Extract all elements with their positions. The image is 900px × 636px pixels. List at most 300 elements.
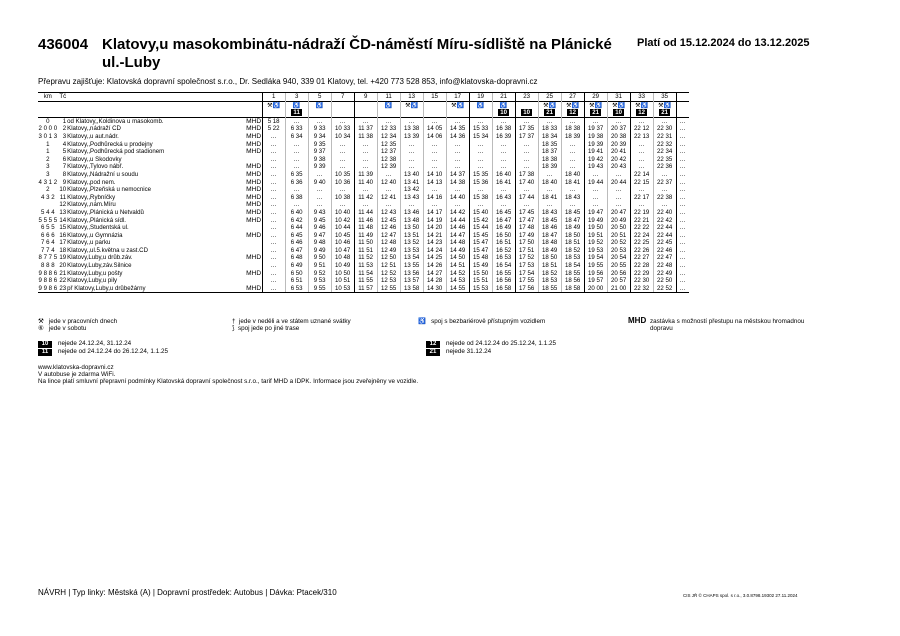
trip-symbols: ⚒♿	[446, 101, 469, 109]
stop-name: Klatovy,Luby,u pily	[67, 277, 118, 285]
validity-period: Platí od 15.12.2024 do 13.12.2025	[637, 37, 810, 49]
stop-tc: 20	[59, 262, 67, 270]
stop-km: 2	[46, 155, 50, 163]
blank-col	[676, 109, 689, 117]
departure-time: 10 50	[331, 270, 354, 278]
mhd-marker: MHD	[246, 208, 262, 216]
departure-time: 10 47	[331, 247, 354, 255]
departure-time: 10 49	[331, 262, 354, 270]
mhd-marker: MHD	[246, 148, 262, 156]
departure-time: …	[262, 232, 285, 240]
departure-time: …	[400, 163, 423, 171]
blank-col: …	[676, 209, 689, 217]
stop-name: Klatovy,,Plánická sídl.	[67, 216, 126, 224]
departure-time: …	[515, 148, 538, 156]
trip-number: 19	[469, 93, 492, 102]
badge-row	[38, 109, 689, 117]
departure-time: 16 54	[492, 262, 515, 270]
table-row	[38, 224, 689, 232]
departure-time: 17 51	[515, 247, 538, 255]
trip-badge: 10	[500, 109, 508, 117]
blank	[58, 109, 67, 117]
stop-km: 9 8 8 6	[38, 277, 58, 285]
departure-time: …	[561, 201, 584, 209]
trip-symbols: ⚒♿	[653, 101, 676, 109]
blank-col: …	[676, 201, 689, 209]
stop-tc: 11	[59, 193, 67, 201]
table-row	[38, 254, 689, 262]
blank	[38, 101, 58, 109]
departure-time: 15 47	[469, 239, 492, 247]
stop-km: 6 6 6	[41, 231, 55, 239]
departure-time: 19 38	[584, 133, 607, 141]
departure-time: …	[561, 156, 584, 164]
departure-time: 20 54	[607, 254, 630, 262]
trip-badge: 12	[638, 109, 646, 117]
trip-badge-cell	[538, 109, 561, 117]
departure-time: …	[561, 186, 584, 194]
blank	[58, 101, 67, 109]
legend-sunday: jede v neděli a ve státem uznané svátky	[239, 318, 351, 325]
stop-name: od Klatovy,,Koldinova u masokomb.	[67, 117, 164, 125]
departure-time: …	[630, 186, 653, 194]
departure-time: 22 50	[653, 277, 676, 285]
departure-time: 18 54	[561, 262, 584, 270]
trip-number: 33	[630, 93, 653, 102]
departure-time: 22 35	[653, 156, 676, 164]
stop-km: 4 3 2	[41, 193, 55, 201]
departure-time: …	[262, 171, 285, 179]
departure-time: 5 18	[262, 117, 285, 125]
stop-km: 8 7 7 5	[38, 254, 58, 262]
departure-time: 17 56	[515, 285, 538, 293]
departure-time: 11 52	[354, 254, 377, 262]
departure-time: …	[354, 201, 377, 209]
departure-time: 13 38	[400, 125, 423, 133]
departure-time: 20 53	[607, 247, 630, 255]
departure-time: 15 45	[469, 232, 492, 240]
mhd-marker: MHD	[246, 193, 262, 201]
departure-time: …	[423, 156, 446, 164]
departure-time: …	[584, 201, 607, 209]
legend-mhd-text: zastávka s možností přestupu na městskou hromadnou dopravu	[650, 318, 805, 333]
departure-time: …	[262, 186, 285, 194]
stop-tc: 7	[62, 163, 67, 171]
trip-symbols: ⚒♿	[584, 101, 607, 109]
trip-number: 21	[492, 93, 515, 102]
departure-time: 6 42	[285, 217, 308, 225]
departure-time: 14 26	[423, 262, 446, 270]
trip-badge: 12	[569, 109, 577, 117]
mhd-marker: MHD	[246, 201, 262, 209]
departure-time: …	[308, 201, 331, 209]
departure-time: 18 34	[538, 133, 561, 141]
departure-time: …	[377, 171, 400, 179]
departure-time: …	[469, 117, 492, 125]
departure-time: 9 47	[308, 232, 331, 240]
blank-col: …	[676, 285, 689, 293]
departure-time: 6 38	[285, 194, 308, 202]
departure-time: …	[262, 217, 285, 225]
departure-time: 18 33	[538, 125, 561, 133]
departure-time: 22 22	[630, 224, 653, 232]
departure-time: …	[400, 201, 423, 209]
departure-time: 22 13	[630, 133, 653, 141]
stop-name: Klatovy,,Plzeňská u nemocnice	[67, 186, 152, 194]
departure-time: 6 34	[285, 133, 308, 141]
departure-time: 6 33	[285, 125, 308, 133]
mhd-marker: MHD	[246, 269, 262, 277]
departure-time: 14 47	[446, 232, 469, 240]
departure-time: …	[607, 117, 630, 125]
stop-tc: 10	[59, 186, 67, 194]
mhd-marker: MHD	[246, 178, 262, 186]
departure-time: …	[492, 186, 515, 194]
departure-time: 20 50	[607, 224, 630, 232]
departure-time: …	[400, 156, 423, 164]
departure-time: 14 20	[423, 224, 446, 232]
departure-time: 17 37	[515, 133, 538, 141]
departure-time: …	[262, 224, 285, 232]
departure-time: 6 48	[285, 254, 308, 262]
departure-time: 11 42	[354, 194, 377, 202]
departure-time: …	[354, 156, 377, 164]
mhd-marker: MHD	[246, 163, 262, 171]
departure-time: 14 49	[446, 247, 469, 255]
stop-km: 5 5 5 5	[38, 216, 58, 224]
departure-time: …	[607, 171, 630, 179]
table-row	[38, 194, 689, 202]
departure-time: 9 49	[308, 247, 331, 255]
departure-time: 11 40	[354, 179, 377, 187]
trip-symbols	[354, 101, 377, 109]
stop-cell	[67, 163, 263, 171]
departure-time: 13 57	[400, 277, 423, 285]
departure-time: 22 38	[653, 194, 676, 202]
departure-time: 16 51	[492, 239, 515, 247]
stop-name: Klatovy,,Podhůrecká pod stadionem	[67, 148, 165, 156]
departure-time: 15 50	[469, 270, 492, 278]
blank-col: …	[676, 148, 689, 156]
departure-time: …	[423, 201, 446, 209]
note-text: nejede od 24.12.24 do 26.12.24, 1.1.25	[58, 348, 168, 355]
stop-tc: 13	[59, 208, 67, 216]
departure-time: 15 40	[469, 209, 492, 217]
departure-time: 11 46	[354, 217, 377, 225]
trip-badge: 21	[661, 109, 669, 117]
note-text: nejede 24.12.24, 31.12.24	[58, 340, 132, 347]
departure-time: …	[262, 156, 285, 164]
trip-symbols: ⚒♿	[561, 101, 584, 109]
blank-col: …	[676, 232, 689, 240]
table-row	[38, 141, 689, 149]
note-text: nejede od 24.12.24 do 25.12.24, 1.1.25	[446, 340, 556, 347]
departure-time: 16 47	[492, 217, 515, 225]
mhd-marker: MHD	[246, 254, 262, 262]
departure-time: 16 52	[492, 247, 515, 255]
departure-time: 18 51	[561, 239, 584, 247]
departure-time: 10 53	[331, 285, 354, 293]
trip-symbols	[515, 101, 538, 109]
departure-time: 17 38	[515, 171, 538, 179]
departure-time: …	[607, 194, 630, 202]
stop-km: 4 3 1 2	[38, 178, 58, 186]
blank-col: …	[676, 133, 689, 141]
departure-time: 22 29	[630, 270, 653, 278]
blank	[38, 109, 58, 117]
departure-time: 13 43	[400, 194, 423, 202]
departure-time: 20 38	[607, 133, 630, 141]
blank-col: …	[676, 277, 689, 285]
stop-km: 3 0 1 3	[38, 132, 58, 140]
stop-cell	[67, 217, 263, 225]
website-link[interactable]: www.klatovska-dopravni.cz	[38, 364, 114, 371]
trip-symbols: ♿	[308, 101, 331, 109]
stop-km: 0	[38, 117, 58, 125]
departure-time: 14 37	[446, 171, 469, 179]
trip-badge: 21	[546, 109, 554, 117]
departure-time: 18 43	[561, 194, 584, 202]
blank-col: …	[676, 163, 689, 171]
table-row	[38, 209, 689, 217]
departure-time: 6 35	[285, 171, 308, 179]
departure-time: 12 47	[377, 232, 400, 240]
table-row	[38, 133, 689, 141]
departure-time: 19 42	[584, 156, 607, 164]
departure-time: 13 55	[400, 262, 423, 270]
departure-time: 22 30	[630, 277, 653, 285]
departure-time: 12 55	[377, 285, 400, 293]
blank-col: …	[676, 156, 689, 164]
stop-km: 7 6 4	[41, 239, 55, 247]
stop-km: 1	[46, 140, 50, 148]
departure-time: …	[331, 148, 354, 156]
departure-time: …	[446, 117, 469, 125]
departure-time: …	[630, 148, 653, 156]
table-row	[38, 179, 689, 187]
stop-name: Klatovy,,Nádražní u soudu	[67, 170, 139, 178]
blank-col: …	[676, 262, 689, 270]
departure-time: 16 58	[492, 285, 515, 293]
stop-cell	[67, 201, 263, 209]
departure-time: …	[515, 117, 538, 125]
departure-time: 18 49	[538, 247, 561, 255]
departure-time: 14 25	[423, 254, 446, 262]
table-row	[38, 262, 689, 270]
departure-time: …	[469, 148, 492, 156]
departure-time: 18 50	[561, 232, 584, 240]
departure-time: 13 54	[400, 254, 423, 262]
departure-time: 17 49	[515, 232, 538, 240]
stop-cell	[67, 125, 263, 133]
note-code: 21	[426, 349, 440, 356]
departure-time: 14 17	[423, 209, 446, 217]
departure-time: …	[285, 201, 308, 209]
departure-time: 10 34	[331, 133, 354, 141]
stop-km: 1	[46, 148, 50, 156]
departure-time: …	[584, 117, 607, 125]
departure-time: …	[262, 179, 285, 187]
legend-saturday: jede v sobotu	[48, 325, 87, 332]
departure-time: 18 40	[538, 179, 561, 187]
departure-time: 22 32	[653, 141, 676, 149]
wifi-note: V autobuse je zdarma WiFi.	[38, 371, 116, 378]
blank-col: …	[676, 239, 689, 247]
stop-tc: 9	[62, 178, 67, 186]
departure-time: …	[262, 194, 285, 202]
route-title: Klatovy,u masokombinátu-nádraží ČD-náměstí Míru-sídliště na Plánické ul.-Luby	[102, 36, 612, 71]
departure-time: 13 52	[400, 239, 423, 247]
departure-time: …	[308, 117, 331, 125]
departure-time: …	[446, 156, 469, 164]
departure-time: …	[607, 201, 630, 209]
departure-time: 18 58	[561, 285, 584, 293]
blank-col: …	[676, 141, 689, 149]
departure-time: 9 34	[308, 133, 331, 141]
stop-cell	[67, 254, 263, 262]
departure-time: 9 40	[308, 179, 331, 187]
departure-time: 16 39	[492, 133, 515, 141]
trip-symbols: ⚒♿	[262, 101, 285, 109]
stop-km: 3	[46, 163, 50, 171]
departure-time: 14 42	[446, 209, 469, 217]
trip-number: 31	[607, 93, 630, 102]
departure-time: 22 12	[630, 125, 653, 133]
stop-cell	[67, 179, 263, 187]
departure-time: 16 38	[492, 125, 515, 133]
departure-time: 14 21	[423, 232, 446, 240]
trip-badge: 11	[293, 109, 300, 117]
departure-time: 10 38	[331, 194, 354, 202]
trip-badge-cell	[285, 109, 308, 117]
departure-time: 10 45	[331, 232, 354, 240]
departure-time: 15 49	[469, 262, 492, 270]
departure-time: 22 44	[653, 224, 676, 232]
departure-time: 22 34	[653, 148, 676, 156]
departure-time: …	[354, 117, 377, 125]
tariff-note: Na lince platí smluvní přepravní podmínky Klatovská dopravní společnost s.r.o., tarif MHD a IDPK. Informace jsou zveřejněny ve vozidle.	[38, 378, 419, 385]
departure-time: 10 33	[331, 125, 354, 133]
departure-time: …	[423, 148, 446, 156]
departure-time: 22 46	[653, 247, 676, 255]
departure-time: 16 43	[492, 194, 515, 202]
departure-time: …	[492, 156, 515, 164]
blank-col	[676, 93, 689, 102]
stop-km: 9 9 8 6	[38, 284, 58, 292]
trip-symbols: ⚒♿	[630, 101, 653, 109]
blank-col: …	[676, 125, 689, 133]
departure-time: …	[653, 117, 676, 125]
departure-time: 22 25	[630, 239, 653, 247]
departure-time: 10 46	[331, 239, 354, 247]
departure-time: …	[331, 156, 354, 164]
departure-time: …	[262, 133, 285, 141]
departure-time: 11 57	[354, 285, 377, 293]
departure-time: 10 44	[331, 224, 354, 232]
stop-tc: 14	[59, 216, 67, 224]
departure-time: 20 56	[607, 270, 630, 278]
departure-time: 18 45	[538, 217, 561, 225]
departure-time: 18 46	[538, 224, 561, 232]
departure-time: 9 33	[308, 125, 331, 133]
stop-name: Klatovy,Luby,u drůb.záv.	[67, 254, 133, 262]
departure-time: …	[653, 171, 676, 179]
departure-time: …	[308, 186, 331, 194]
departure-time: 14 28	[423, 277, 446, 285]
departure-time: 20 00	[584, 285, 607, 293]
departure-time: 14 06	[423, 133, 446, 141]
departure-time: 22 47	[653, 254, 676, 262]
departure-time: …	[354, 141, 377, 149]
blank-col: …	[676, 247, 689, 255]
departure-time: 12 46	[377, 224, 400, 232]
departure-time: …	[584, 186, 607, 194]
departure-time: …	[469, 156, 492, 164]
trip-symbols: ⚒♿	[607, 101, 630, 109]
departure-time: 18 48	[538, 239, 561, 247]
departure-time: 14 46	[446, 224, 469, 232]
trip-badge-cell	[423, 109, 446, 117]
departure-time: …	[262, 148, 285, 156]
stop-tc: 23	[59, 284, 67, 292]
table-row	[38, 163, 689, 171]
departure-time: …	[515, 201, 538, 209]
departure-time: 22 48	[653, 262, 676, 270]
departure-time: 9 55	[308, 285, 331, 293]
departure-time: …	[653, 201, 676, 209]
trip-number: 15	[423, 93, 446, 102]
departure-time: 14 52	[446, 270, 469, 278]
departure-time: 12 39	[377, 163, 400, 171]
departure-time: 18 49	[561, 224, 584, 232]
departure-time: 9 50	[308, 254, 331, 262]
departure-time: …	[492, 141, 515, 149]
departure-time: 22 27	[630, 254, 653, 262]
departure-time: 19 52	[584, 239, 607, 247]
stop-cell	[67, 209, 263, 217]
stop-cell	[67, 171, 263, 179]
departure-time: …	[446, 148, 469, 156]
departure-time: …	[492, 163, 515, 171]
trip-symbols: ⚒♿	[538, 101, 561, 109]
blank	[67, 101, 263, 109]
departure-time: 13 40	[400, 171, 423, 179]
stop-km: 2 0 0 0	[38, 125, 58, 133]
departure-time: 11 54	[354, 270, 377, 278]
stop-cell	[67, 270, 263, 278]
stop-name: Klatovy,,Podhůrecká u prodejny	[67, 140, 153, 148]
trip-symbols: ♿	[492, 101, 515, 109]
departure-time: 17 50	[515, 239, 538, 247]
stop-cell	[67, 277, 263, 285]
stop-km	[38, 201, 58, 209]
departure-time: 6 45	[285, 232, 308, 240]
stop-km: 3	[46, 170, 50, 178]
departure-time: 11 48	[354, 224, 377, 232]
departure-time: 19 47	[584, 209, 607, 217]
departure-time: 18 45	[561, 209, 584, 217]
departure-time: 6 50	[285, 270, 308, 278]
departure-time: 13 48	[400, 217, 423, 225]
departure-time: 17 53	[515, 262, 538, 270]
blank-col: …	[676, 194, 689, 202]
departure-time: …	[377, 201, 400, 209]
departure-time: 19 55	[584, 262, 607, 270]
departure-time: 15 42	[469, 217, 492, 225]
table-row	[38, 171, 689, 179]
operator-info: Přepravu zajišťuje: Klatovská dopravní společnost s.r.o., Dr. Sedláka 940, 339 01 Klatovy, tel. +420 773 528 853, info@klatovska-dopravni.cz	[38, 77, 538, 86]
departure-time: 19 44	[584, 179, 607, 187]
